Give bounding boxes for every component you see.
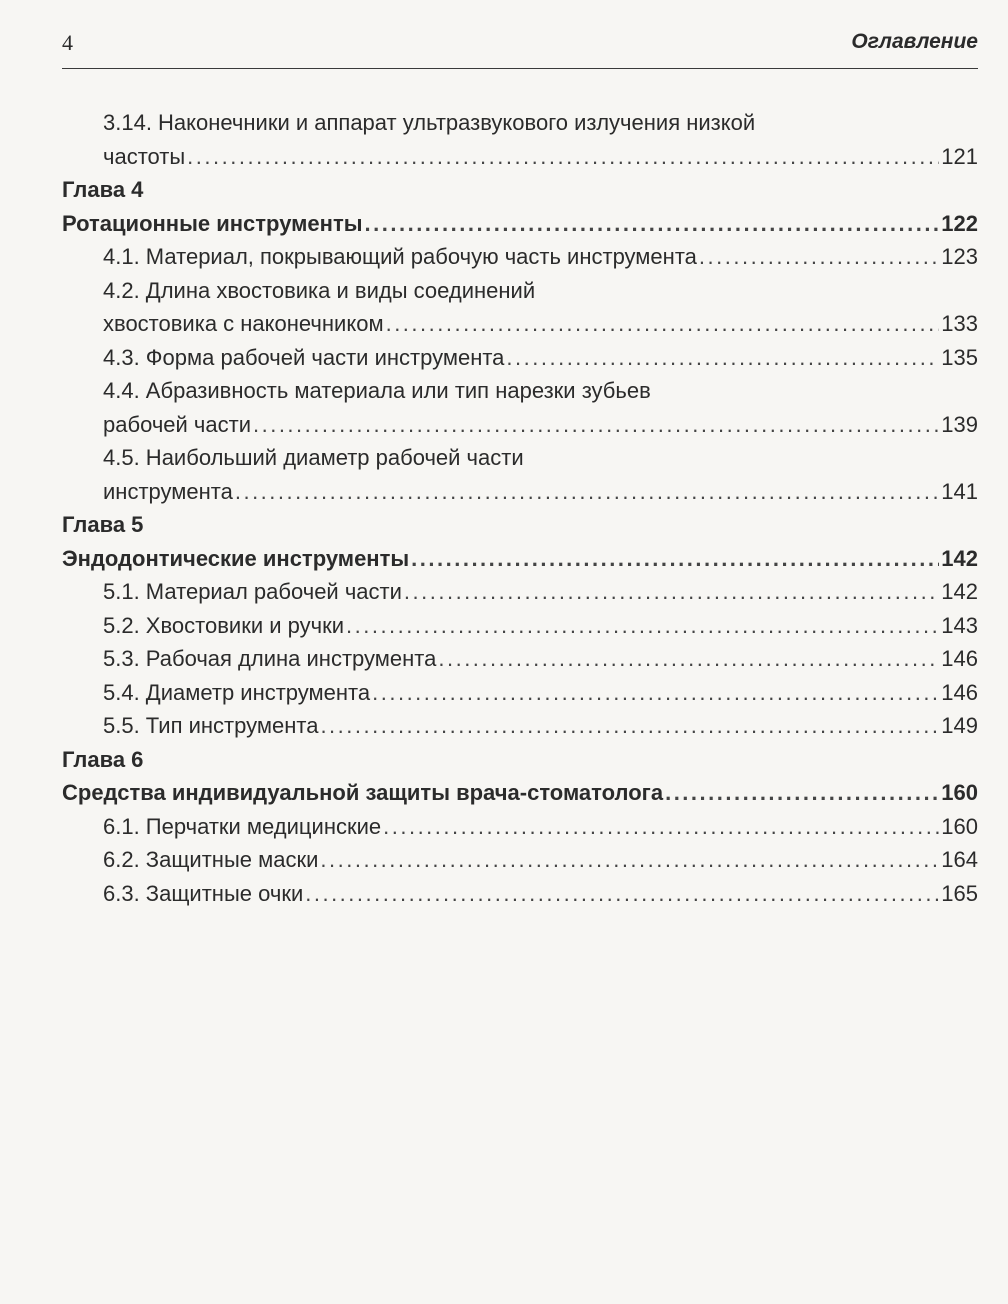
toc-entry-label: 6.2. Защитные маски — [103, 847, 319, 872]
page-number: 4 — [62, 30, 73, 55]
toc-entry-4-5[interactable] — [62, 475, 978, 509]
toc-page-number: 122 — [941, 210, 978, 236]
dot-leader — [386, 307, 940, 341]
toc-entry-5-1[interactable] — [62, 575, 978, 609]
toc-page-number: 141 — [941, 478, 978, 504]
chapter-5-heading: Глава 5 — [62, 512, 144, 537]
toc-page-number: 133 — [941, 311, 978, 336]
toc-entry-label: 4.1. Материал, покрывающий рабочую часть инструмента — [103, 244, 697, 269]
dot-leader — [253, 408, 939, 442]
dot-leader — [699, 240, 939, 274]
toc-page-number: 160 — [941, 780, 978, 805]
dot-leader — [372, 676, 939, 710]
toc-page-number: 142 — [941, 545, 978, 571]
dot-leader — [438, 642, 939, 676]
toc-entry-4-2[interactable] — [62, 307, 978, 341]
toc-entry-5-2[interactable] — [62, 609, 978, 643]
toc-page-number: 149 — [941, 713, 978, 738]
toc-page-number: 135 — [941, 344, 978, 370]
toc-entry-label: 4.3. Форма рабочей части инструмента — [103, 344, 505, 370]
toc-chapter-6[interactable] — [62, 776, 978, 810]
running-title: Оглавление — [851, 30, 978, 53]
dot-leader — [320, 843, 939, 877]
dot-leader — [320, 709, 939, 743]
toc-entry-5-4[interactable] — [62, 676, 978, 710]
toc-chapter-5[interactable] — [62, 542, 978, 576]
toc-chapter-4[interactable] — [62, 207, 978, 241]
toc-entry-label: 5.5. Тип инструмента — [103, 713, 319, 738]
toc-entry-label: 6.1. Перчатки медицинские — [103, 813, 382, 839]
header-rule — [62, 68, 978, 69]
toc-chapter-title: Средства индивидуальной защиты врача-стоматолога — [62, 780, 664, 805]
toc-entry-label: 5.1. Материал рабочей части — [103, 579, 402, 604]
dot-leader — [411, 542, 939, 576]
page-header — [62, 26, 978, 66]
toc-entry-label: 6.3. Защитные очки — [103, 880, 304, 906]
toc-entry-label: хвостовика с наконечником — [103, 311, 384, 336]
toc-entry-5-5[interactable] — [62, 709, 978, 743]
toc-entry-6-1[interactable] — [62, 810, 978, 844]
dot-leader — [365, 207, 940, 241]
dot-leader — [665, 776, 939, 810]
toc-entry-6-3[interactable] — [62, 877, 978, 911]
toc-entry-label: частоты — [103, 143, 186, 169]
toc-page-number: 146 — [941, 646, 978, 671]
toc-entry-4-2-line1: 4.2. Длина хвостовика и виды соединений — [103, 277, 536, 303]
toc-page-number: 142 — [941, 579, 978, 604]
toc-page-number: 139 — [941, 411, 978, 437]
toc-entry-label: рабочей части — [103, 411, 251, 437]
toc-entry-label: 5.3. Рабочая длина инструмента — [103, 646, 437, 671]
chapter-4-heading: Глава 4 — [62, 177, 144, 202]
toc-entry-4-4-line1: 4.4. Абразивность материала или тип нарезки зубьев — [103, 378, 651, 403]
table-of-contents — [62, 106, 978, 910]
toc-entry-4-1[interactable] — [62, 240, 978, 274]
toc-entry-4-4[interactable] — [62, 408, 978, 442]
dot-leader — [506, 341, 939, 375]
toc-entry-3-14-line1: 3.14. Наконечники и аппарат ультразвукового излучения низкой — [103, 110, 756, 135]
toc-page-number: 146 — [941, 679, 978, 705]
toc-entry-label: 5.2. Хвостовики и ручки — [103, 612, 344, 638]
toc-page-number: 121 — [941, 143, 978, 169]
toc-entry-3-14[interactable] — [62, 140, 978, 174]
toc-chapter-title: Ротационные инструменты — [62, 210, 363, 236]
toc-entry-6-2[interactable] — [62, 843, 978, 877]
toc-entry-label: 5.4. Диаметр инструмента — [103, 679, 371, 705]
toc-entry-4-5-line1: 4.5. Наибольший диаметр рабочей части — [103, 445, 524, 470]
dot-leader — [383, 810, 939, 844]
dot-leader — [305, 877, 939, 911]
toc-page-number: 164 — [941, 847, 978, 872]
toc-chapter-title: Эндодонтические инструменты — [62, 545, 410, 571]
toc-page-number: 165 — [941, 880, 978, 906]
dot-leader — [187, 140, 939, 174]
toc-page-number: 143 — [941, 612, 978, 638]
toc-page-number: 160 — [941, 813, 978, 839]
dot-leader — [346, 609, 939, 643]
toc-page-number: 123 — [941, 244, 978, 269]
toc-entry-5-3[interactable] — [62, 642, 978, 676]
chapter-6-heading: Глава 6 — [62, 746, 144, 772]
toc-entry-4-3[interactable] — [62, 341, 978, 375]
dot-leader — [235, 475, 939, 509]
dot-leader — [404, 575, 939, 609]
toc-entry-label: инструмента — [103, 478, 233, 504]
